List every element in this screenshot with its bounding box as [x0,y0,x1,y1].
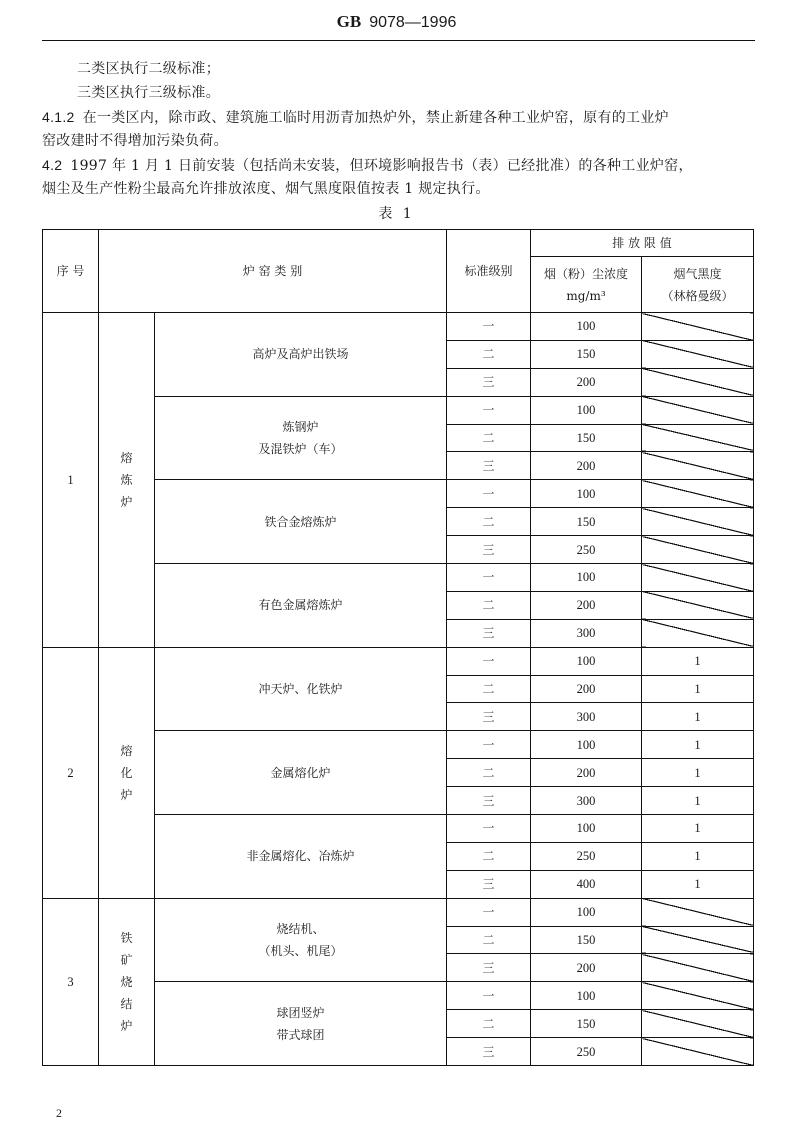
blackness-cell-na [642,508,754,536]
furnace-name-cell [155,647,447,731]
blackness-cell-na [642,424,754,452]
blackness-cell: 1 [642,675,754,703]
section-4-2-line2: 烟尘及生产性粉尘最高允许排放浓度、烟气黑度限值按表 1 规定执行。 [42,181,490,197]
level-cell: 一 [447,647,531,675]
level-cell: 二 [447,759,531,787]
section-number: 4.2 [42,157,63,173]
level-cell: 三 [447,619,531,647]
level-cell: 二 [447,1010,531,1038]
header-dust-unit: mg/m³ [566,288,606,303]
blackness-cell: 1 [642,647,754,675]
dust-limit-cell: 150 [531,926,642,954]
dust-limit-cell: 150 [531,424,642,452]
furnace-name-line: 烧结机、 [276,922,325,937]
blackness-cell-na [642,619,754,647]
dust-limit-cell: 100 [531,898,642,926]
dust-limit-cell: 100 [531,815,642,843]
level-cell: 三 [447,703,531,731]
dust-limit-cell: 300 [531,787,642,815]
level-cell: 三 [447,787,531,815]
header-limits: 排 放 限 值 [531,230,754,257]
header-level: 标准级别 [447,230,531,313]
header-blackness-unit: （林格曼级） [661,288,734,303]
level-cell: 一 [447,564,531,592]
dust-limit-cell: 150 [531,1010,642,1038]
furnace-type-char: 炉 [120,1018,133,1033]
section-text: 在一类区内，除市政、建筑施工临时用沥青加热炉外，禁止新建各种工业炉窑，原有的工业炉 [82,110,669,126]
furnace-name-cell [155,313,447,397]
blackness-cell-na [642,926,754,954]
dust-limit-cell: 300 [531,619,642,647]
blackness-cell-na [642,368,754,396]
furnace-type-cell [99,647,155,898]
level-cell: 三 [447,452,531,480]
furnace-name-line: 金属熔化炉 [270,765,331,780]
blackness-cell: 1 [642,787,754,815]
level-cell: 三 [447,368,531,396]
dust-limit-cell: 200 [531,452,642,480]
blackness-cell-na [642,564,754,592]
level-cell: 二 [447,675,531,703]
level-cell: 二 [447,340,531,368]
furnace-type-cell [99,898,155,1065]
furnace-name-line: 及混铁炉（车） [258,442,343,456]
furnace-name-line: 带式球团 [276,1027,325,1042]
level-cell: 二 [447,926,531,954]
dust-limit-cell: 200 [531,368,642,396]
blackness-cell-na [642,954,754,982]
blackness-cell-na [642,1038,754,1066]
standard-prefix: GB [336,12,362,31]
furnace-name-cell [155,480,447,564]
furnace-name-line: 冲天炉、化铁炉 [258,682,343,697]
blackness-cell-na [642,452,754,480]
furnace-type-char: 铁 [120,930,133,945]
standard-code: 9078—1996 [369,14,457,31]
dust-limit-cell: 200 [531,675,642,703]
dust-limit-cell: 200 [531,759,642,787]
blackness-cell-na [642,1010,754,1038]
dust-limit-cell: 100 [531,313,642,341]
level-cell: 三 [447,870,531,898]
furnace-name-cell [155,898,447,982]
blackness-cell: 1 [642,731,754,759]
dust-limit-cell: 150 [531,508,642,536]
blackness-cell-na [642,396,754,424]
furnace-name-line: 高炉及高炉出铁场 [252,347,349,362]
paragraph-class3: 三类区执行三级标准。 [77,85,220,101]
furnace-name-cell [155,815,447,899]
level-cell: 三 [447,954,531,982]
table-row [43,313,754,341]
page-number: 2 [56,1106,62,1120]
blackness-cell: 1 [642,703,754,731]
section-4-1-2-line2: 窑改建时不得增加污染负荷。 [42,133,228,149]
furnace-name-line: 球团竖炉 [276,1005,325,1020]
furnace-type-char: 炉 [120,787,133,802]
furnace-type-char: 熔 [120,743,133,758]
level-cell: 一 [447,480,531,508]
blackness-cell: 1 [642,870,754,898]
dust-limit-cell: 250 [531,536,642,564]
dust-limit-cell: 100 [531,647,642,675]
dust-limit-cell: 250 [531,1038,642,1066]
table-row [43,647,754,675]
blackness-cell: 1 [642,815,754,843]
furnace-type-char: 熔 [120,450,133,465]
blackness-cell: 1 [642,842,754,870]
level-cell: 二 [447,591,531,619]
level-cell: 一 [447,731,531,759]
header-rule [42,40,755,41]
level-cell: 一 [447,982,531,1010]
level-cell: 一 [447,815,531,843]
level-cell: 二 [447,842,531,870]
dust-limit-cell: 300 [531,703,642,731]
furnace-name-cell [155,396,447,480]
seq-cell: 2 [43,647,99,898]
blackness-cell-na [642,982,754,1010]
dust-limit-cell: 100 [531,564,642,592]
header-blackness-label: 烟气黑度 [673,266,722,281]
dust-limit-cell: 150 [531,340,642,368]
level-cell: 一 [447,313,531,341]
seq-cell: 3 [43,898,99,1065]
blackness-cell-na [642,591,754,619]
furnace-name-line: 有色金属熔炼炉 [258,598,343,613]
furnace-name-cell [155,731,447,815]
furnace-type-cell [99,313,155,648]
blackness-cell-na [642,340,754,368]
blackness-cell-na [642,898,754,926]
dust-limit-cell: 200 [531,954,642,982]
furnace-name-line: 炼钢炉 [282,420,319,434]
dust-limit-cell: 100 [531,731,642,759]
blackness-cell-na [642,313,754,341]
furnace-type-char: 矿 [120,952,133,967]
section-4-2-line1 [42,156,693,175]
furnace-name-line: （机头、机尾） [258,944,343,959]
furnace-name-cell [155,982,447,1066]
level-cell: 一 [447,898,531,926]
table-row [43,898,754,926]
dust-limit-cell: 250 [531,842,642,870]
level-cell: 二 [447,424,531,452]
furnace-type-char: 化 [120,765,133,780]
header-blackness [642,257,754,313]
paragraph-class2: 二类区执行二级标准； [77,61,220,77]
level-cell: 二 [447,508,531,536]
header-dust-label: 烟（粉）尘浓度 [543,266,628,281]
dust-limit-cell: 400 [531,870,642,898]
furnace-name-line: 非金属熔化、冶炼炉 [246,849,355,864]
level-cell: 一 [447,396,531,424]
page-header [0,12,793,32]
furnace-type-char: 炉 [120,494,133,509]
section-text: 1997 年 1 月 1 日前安装（包括尚未安装，但环境影响报告书（表）已经批准）的各种工业炉窑， [70,158,693,174]
table-caption: 表 1 [378,206,415,222]
furnace-type-char: 结 [120,996,133,1011]
blackness-cell: 1 [642,759,754,787]
furnace-type-char: 炼 [120,472,133,487]
blackness-cell-na [642,480,754,508]
section-4-1-2-line1 [42,108,669,127]
furnace-name-line: 铁合金熔炼炉 [264,514,337,529]
furnace-name-cell [155,564,447,648]
level-cell: 三 [447,1038,531,1066]
dust-limit-cell: 100 [531,396,642,424]
dust-limit-cell: 100 [531,982,642,1010]
seq-cell: 1 [43,313,99,648]
header-dust [531,257,642,313]
section-number: 4.1.2 [42,109,75,125]
blackness-cell-na [642,536,754,564]
emission-limits-table [42,229,754,1066]
level-cell: 三 [447,536,531,564]
dust-limit-cell: 100 [531,480,642,508]
furnace-type-char: 烧 [120,974,133,989]
dust-limit-cell: 200 [531,591,642,619]
header-seq: 序 号 [43,230,99,313]
header-category: 炉 窑 类 别 [99,230,447,313]
